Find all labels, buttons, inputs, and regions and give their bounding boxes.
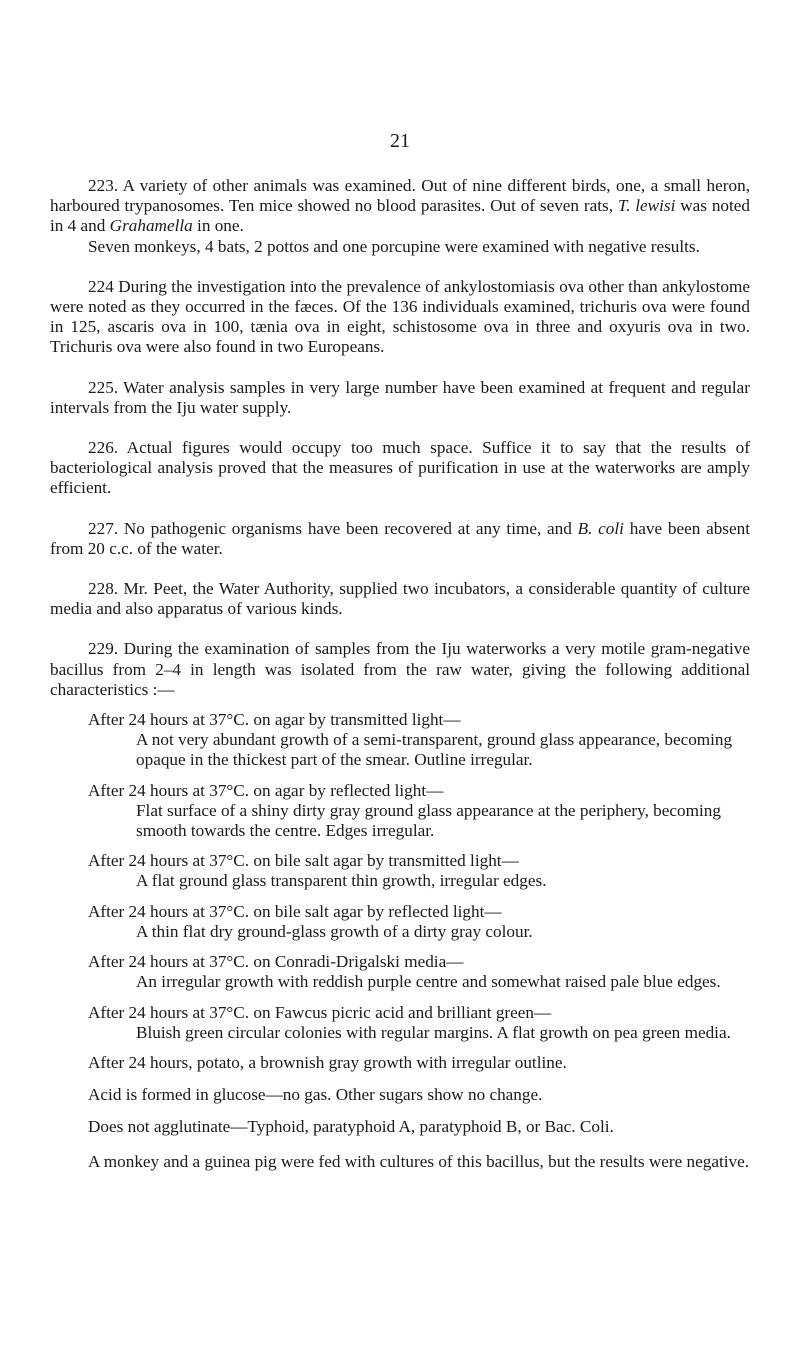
observation-detail: A flat ground glass transparent thin growth, irregular edges. <box>136 871 547 891</box>
paragraph-227: 227. No pathogenic organisms have been recovered at any time, and B. coli have been absent from 20 c.c. of the water. <box>50 518 750 558</box>
closing-paragraph: A monkey and a guinea pig were fed with cultures of this bacillus, but the results were negative. <box>88 1151 750 1171</box>
paragraph-223-continued: Seven monkeys, 4 bats, 2 pottos and one porcupine were examined with negative results. <box>88 236 700 256</box>
observation-item <box>50 781 750 842</box>
potato-observation: After 24 hours, potato, a brownish gray growth with irregular outline. <box>88 1052 567 1072</box>
paragraph-226: 226. Actual figures would occupy too much space. Suffice it to say that the results of bacteriological analysis proved that the measures of purification in use at the waterworks are amply efficient. <box>50 438 750 498</box>
paragraph-229: 229. During the examination of samples from the Iju waterworks a very motile gram-negative bacillus from 2–4 in length was isolated from the raw water, giving the following additional characteristics :— <box>50 639 750 699</box>
observation-item <box>50 902 750 942</box>
observation-heading: After 24 hours at 37°C. on bile salt agar by reflected light— <box>88 901 502 921</box>
observation-heading: After 24 hours at 37°C. on Conradi-Drigalski media— <box>88 952 464 972</box>
genus-name: Grahamella <box>109 216 193 236</box>
observation-heading: After 24 hours at 37°C. on agar by reflected light— <box>88 780 444 800</box>
paragraph-228: 228. Mr. Peet, the Water Authority, supplied two incubators, a considerable quantity of culture media and also apparatus of various kinds. <box>50 579 750 619</box>
observation-detail: A thin flat dry ground-glass growth of a dirty gray colour. <box>136 921 533 941</box>
paragraph-224: 224 During the investigation into the prevalence of ankylostomiasis ova other than ankylostome were noted as they occurred in the fæces. Of the 136 individuals examined, trichuris ova were found in 125, ascaris ova in 100, tænia ova in eight, schistosome ova in three and oxyuris ova in two. Trichuris ova were also found in two Europeans. <box>50 276 750 357</box>
observation-item <box>50 851 750 891</box>
observation-detail: A not very abundant growth of a semi-transparent, ground glass appearance, becoming opaque in the thickest part of the smear. Outline irregular. <box>136 730 733 770</box>
observation-item <box>50 1003 750 1043</box>
observation-heading: After 24 hours at 37°C. on agar by transmitted light— <box>88 710 461 730</box>
observation-heading: After 24 hours at 37°C. on bile salt agar by transmitted light— <box>88 851 519 871</box>
bacterium-name: B. coli <box>577 518 624 538</box>
observation-detail: Bluish green circular colonies with regular margins. A flat growth on pea green media. <box>136 1022 731 1042</box>
sugar-fermentation: Acid is formed in glucose—no gas. Other sugars show no change. <box>88 1085 543 1105</box>
document-body <box>50 176 750 1192</box>
page-number: 21 <box>390 130 410 152</box>
observation-item <box>50 710 750 771</box>
observation-detail: An irregular growth with reddish purple centre and somewhat raised pale blue edges. <box>136 972 721 992</box>
observation-item <box>50 952 750 992</box>
observation-heading: After 24 hours at 37°C. on Fawcus picric acid and brilliant green— <box>88 1002 552 1022</box>
paragraph-225: 225. Water analysis samples in very large number have been examined at frequent and regular intervals from the Iju water supply. <box>50 377 750 417</box>
agglutination-result: Does not agglutinate—Typhoid, paratyphoid A, paratyphoid B, or Bac. Coli. <box>88 1117 614 1137</box>
observation-detail: Flat surface of a shiny dirty gray ground glass appearance at the periphery, becoming smooth towards the centre. Edges irregular. <box>136 800 721 841</box>
paragraph-223: 223. A variety of other animals was examined. Out of nine different birds, one, a small heron, harboured trypanosomes. Ten mice showed no blood parasites. Out of seven rats, T. lewisi was noted in 4 and Grahamella in one. <box>50 176 750 236</box>
species-name: T. lewisi <box>617 196 676 216</box>
